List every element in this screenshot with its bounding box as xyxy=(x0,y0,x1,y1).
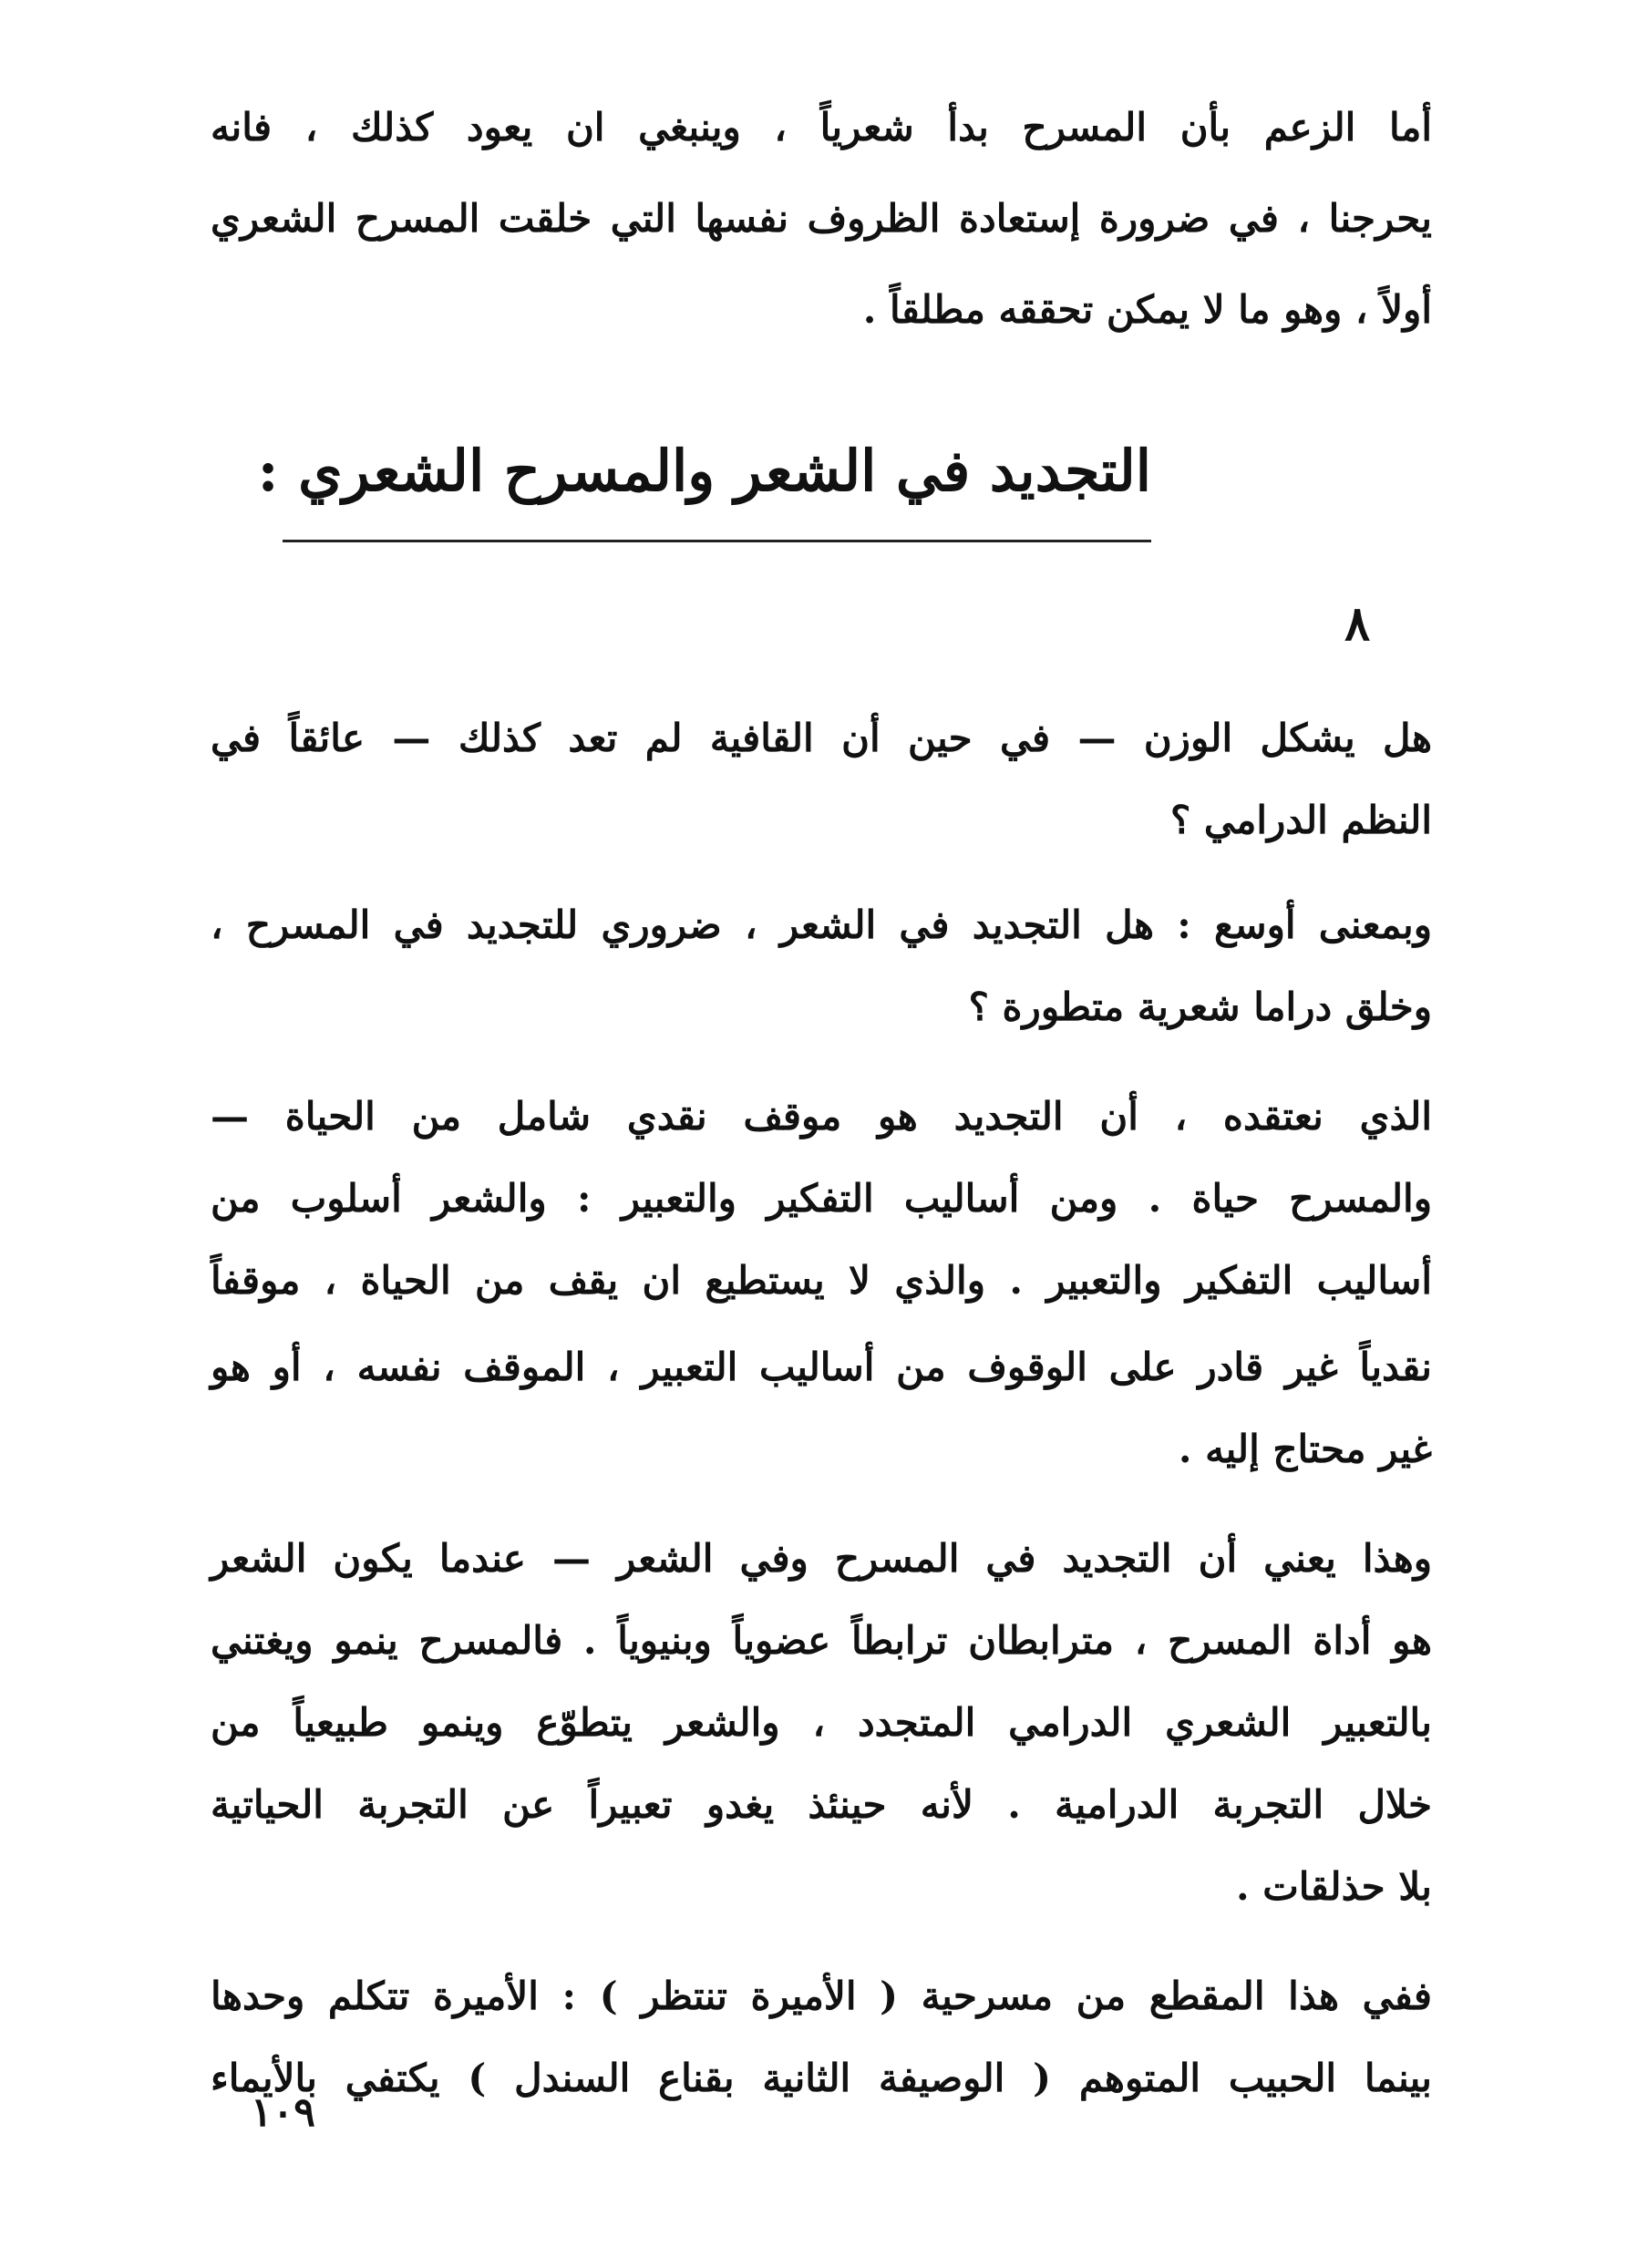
section-heading: التجديد في الشعر والمسرح الشعري : xyxy=(257,438,1151,504)
text-line: وخلق دراما شعرية متطورة ؟ xyxy=(968,985,1432,1029)
text-line: نقدياً غير قادر على الوقوف من أساليب التعبير ، الموقف نفسه ، أو هو xyxy=(211,1345,1432,1389)
text-line: الذي نعتقده ، أن التجديد هو موقف نقدي شامل من الحياة — xyxy=(211,1094,1432,1139)
section-number: ٨ xyxy=(1344,596,1370,652)
text-line: بلا حذلقات . xyxy=(1235,1864,1432,1909)
text-line: ففي هذا المقطع من مسرحية ( الأميرة تنتظر ) : الأميرة تتكلم وحدها xyxy=(211,1974,1432,2018)
text-line: أولاً ، وهو ما لا يمكن تحققه مطلقاً . xyxy=(862,287,1432,332)
text-line: بالتعبير الشعري الدرامي المتجدد ، والشعر يتطوّع وينمو طبيعياً من xyxy=(211,1700,1432,1745)
text-line: وهذا يعني أن التجديد في المسرح وفي الشعر — عندما يكون الشعر xyxy=(211,1536,1432,1581)
text-line: والمسرح حياة . ومن أساليب التفكير والتعبير : والشعر أسلوب من xyxy=(211,1176,1432,1221)
text-line: وبمعنى أوسع : هل التجديد في الشعر ، ضروري للتجديد في المسرح ، xyxy=(211,902,1432,947)
page-number: ١٠٩ xyxy=(251,2089,315,2136)
text-line: غير محتاج إليه . xyxy=(1178,1427,1432,1471)
text-line: النظم الدرامي ؟ xyxy=(1169,798,1432,842)
heading-underline xyxy=(283,540,1151,542)
text-line: بينما الحبيب المتوهم ( الوصيفة الثانية بقناع السندل ) يكتفي بالأيماء xyxy=(211,2056,1432,2100)
text-line: أساليب التفكير والتعبير . والذي لا يستطيع ان يقف من الحياة ، موقفاً xyxy=(211,1258,1432,1303)
text-line: هو أداة المسرح ، مترابطان ترابطاً عضوياً وبنيوياً . فالمسرح ينمو ويغتني xyxy=(211,1618,1432,1663)
text-line: خلال التجربة الدرامية . لأنه حينئذ يغدو تعبيراً عن التجربة الحياتية xyxy=(211,1782,1432,1827)
text-line: أما الزعم بأن المسرح بدأ شعرياً ، وينبغي ان يعود كذلك ، فانه xyxy=(211,105,1432,149)
text-line: هل يشكل الوزن — في حين أن القافية لم تعد كذلك — عائقاً في xyxy=(211,716,1432,760)
text-line: يحرجنا ، في ضرورة إستعادة الظروف نفسها التي خلقت المسرح الشعري xyxy=(211,196,1432,241)
